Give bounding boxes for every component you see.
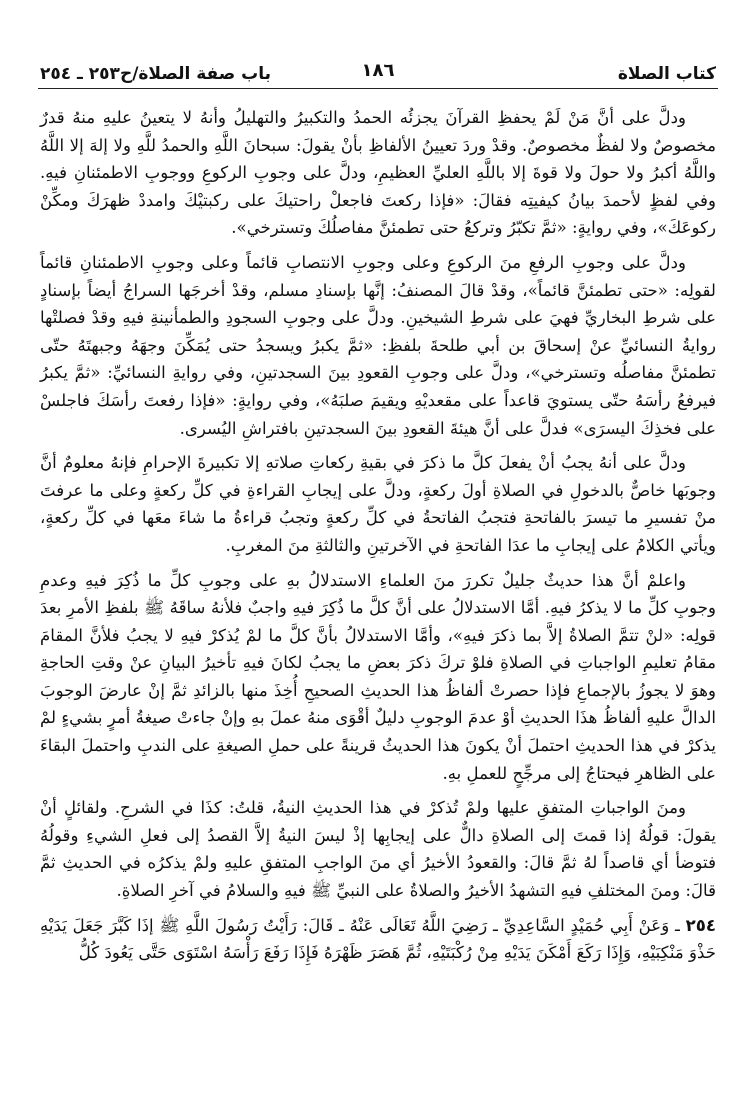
book-title: كتاب الصلاة [617,64,716,84]
hadith-number: ٢٥٤ [685,915,716,935]
paragraph: واعلمْ أنَّ هذا حديثٌ جليلٌ تكررَ منَ العلماءِ الاستدلالُ بهِ على وجوبِ كلِّ ما ذُكِرَ فيهِ وعدمِ وجوبِ كلِّ ما لا يذكرُ فيهِ. أمَّا الاستدلالُ على أنَّ كلَّ ما ذُكِرَ فيهِ واجبٌ فلأنهُ ساقَهُ ﷺ بلفظِ الأمرِ بعدَ قولِه: «لنْ تتمَّ الصلاةُ إلاَّ بما ذكرَ فيهِ»، وأمَّا الاستدلالُ بأنَّ كلَّ ما لمْ يُذكرْ فيهِ لا يجبُ فلأنَّ المقامَ مقامُ تعليمِ الواجباتِ في الصلاةِ فلوْ تركَ ذكرَ بعضِ ما يجبُ لكانَ فيهِ تأخيرُ البيانِ عنْ وقتِ الحاجةِ وهوَ لا يجوزُ بالإجماعِ فإذا حصرتْ ألفاظُ هذا الحديثِ الصحيحِ أُخِذَ منها بالزائدِ ثمَّ إنْ عارضَ الوجوبَ الدالَّ عليهِ ألفاظُ هذَا الحديثِ أوْ عدمَ الوجوبِ دليلٌ أقْوَى منهُ عملَ بهِ وإنْ جاءتْ صيغةُ أمرٍ بشيءٍ لمْ يذكرْ في هذا الحديثِ احتملَ أنْ يكونَ هذا الحديثُ قرينةً على حملِ الصيغةِ على الندبِ واحتملَ البقاءَ على الظاهرِ فيحتاجُ إلى مرجِّحٍ للعملِ بهِ. [40,570,716,783]
page-header [38,58,718,89]
paragraph: ودلَّ على وجوبِ الرفعِ منَ الركوعِ وعلى وجوبِ الانتصابِ قائماً وعلى وجوبِ الاطمئنانِ قائماً لقولِه: «حتى تطمئنَّ قائماً»، وقدْ قالَ المصنفُ: إنَّها بإسنادِ مسلم، وقدْ أخرجَها السراجُ أيضاً بإسنادٍ على شرطِ البخاريِّ فهيَ على شرطِ الشيخينِ. ودلَّ على وجوبِ السجودِ والطمأنينةِ فيهِ وقدْ فصلتْها روايةُ النسائيِّ عنْ إسحاقَ بن أبي طلحةَ بلفظِ: «ثمَّ يكبرُ ويسجدُ حتى يُمَكِّنَ وجهَهُ وجبهتَهُ حتّى تطمئنَّ مفاصلُه وتسترخي»، ودلَّ على وجوبِ القعودِ بينَ السجدتينِ، وفي روايةِ النسائيِّ: «ثمَّ يكبرُ فيرفعُ رأسَهُ حتّى يستويَ قاعداً على مقعديْهِ ويقيمَ صلبَهُ»، وفي روايةٍ: «فإذا رفعتَ رأسَكَ فاجلسْ على فخذِكَ اليسرَى» فدلَّ على أنَّ هيئةَ القعودِ بينَ السجدتينِ بافتراشِ اليُسرى. [40,252,716,438]
hadith-entry [40,912,716,967]
paragraph: ومنَ الواجباتِ المتفقِ عليها ولمْ تُذكرْ في هذا الحديثِ النيةُ، قلتُ: كذَا في الشرحِ. ولقائلٍ أنْ يقولَ: قولُهُ إذا قمتَ إلى الصلاةِ دالٌّ على إيجابِها إذْ ليسَ النيةُ إلاَّ القصدُ إلى فعلِ الشيءِ وقولُهُ فتوضأ أي قاصداً لهُ ثمَّ قالَ: والقعودُ الأخيرُ أي منَ الواجبِ المتفقِ عليهِ ولمْ يذكرُه في الحديثِ ثمَّ قالَ: ومنَ المختلفِ فيهِ التشهدُ الأخيرُ والصلاةُ على النبيِّ ﷺ فيهِ والسلامُ في آخرِ الصلاةِ. [40,798,716,901]
chapter-reference: باب صفة الصلاة/ح٢٥٣ ـ ٢٥٤ [40,64,271,84]
paragraph: ودلَّ على أنهُ يجبُ أنْ يفعلَ كلَّ ما ذكرَ في بقيةِ ركعاتِ صلاتهِ إلا تكبيرةَ الإحرامِ فإنهُ معلومٌ أنَّ وجوبَها خاصٌّ بالدخولِ في الصلاةِ أولَ ركعةٍ، ودلَّ على إيجابِ القراءةِ في كلِّ ركعةٍ وعلى ما عرفتَ منْ تفسيرِ ما تيسرَ بالفاتحةِ فتجبُ الفاتحةُ في كلِّ ركعةٍ وتجبُ قراءةُ ما شاءَ معَها في كلِّ ركعةٍ، ويأتي الكلامُ على إيجابِ ما عدَا الفاتحةِ في الآخرتينِ والثالثةِ منَ المغربِ. [40,453,716,555]
page-number: ١٨٦ [361,60,395,81]
page-body [40,104,716,974]
paragraph: ودلَّ على أنَّ مَنْ لَمْ يحفظِ القرآنَ يجزئُه الحمدُ والتكبيرُ والتهليلُ وأنهُ لا يتعينُ عليهِ منهُ قدرٌ مخصوصٌ ولا لفظٌ مخصوصٌ. وقدْ وردَ تعيينُ الألفاظِ بأنْ يقولَ: سبحانَ اللَّهِ والحمدُ للَّهِ ولا إلهَ إلا اللَّهُ واللَّهُ أكبرُ ولا حولَ ولا قوةَ إلا باللَّهِ العليِّ العظيمِ، ودلَّ على وجوبِ الركوعِ ووجوبِ الاطمئنانِ فيهِ. وفي لفظٍ لأحمدَ بيانُ كيفيتِه فقالَ: «فإذا ركعتَ فاجعلْ راحتيكَ على ركبتيْكَ وامددْ ظهرَكَ ومكِّنْ ركوعَكَ»، وفي روايةٍ: «ثمَّ تكبّرُ وتركعُ حتى تطمئنَّ مفاصلُكَ وتسترخي». [40,108,716,238]
hadith-text: ـ وَعَنْ أَبِي حُمَيْدٍ السَّاعِدِيِّ ـ رَضِيَ اللَّهُ تَعَالَى عَنْهُ ـ قَالَ: رَأَيْتُ رَسُولَ اللَّهِ ﷺ إذَا كَبَّرَ جَعَلَ يَدَيْهِ حَذْوَ مَنْكِبَيْهِ، وَإِذَا رَكَعَ أَمْكَنَ يَدَيْهِ مِنْ رُكْبَتَيْهِ، ثُمَّ هَصَرَ ظَهْرَهُ فَإِذَا رَفَعَ رَأْسَهُ اسْتَوَى حَتَّى يَعُودَ كُلُّ [40,915,716,963]
